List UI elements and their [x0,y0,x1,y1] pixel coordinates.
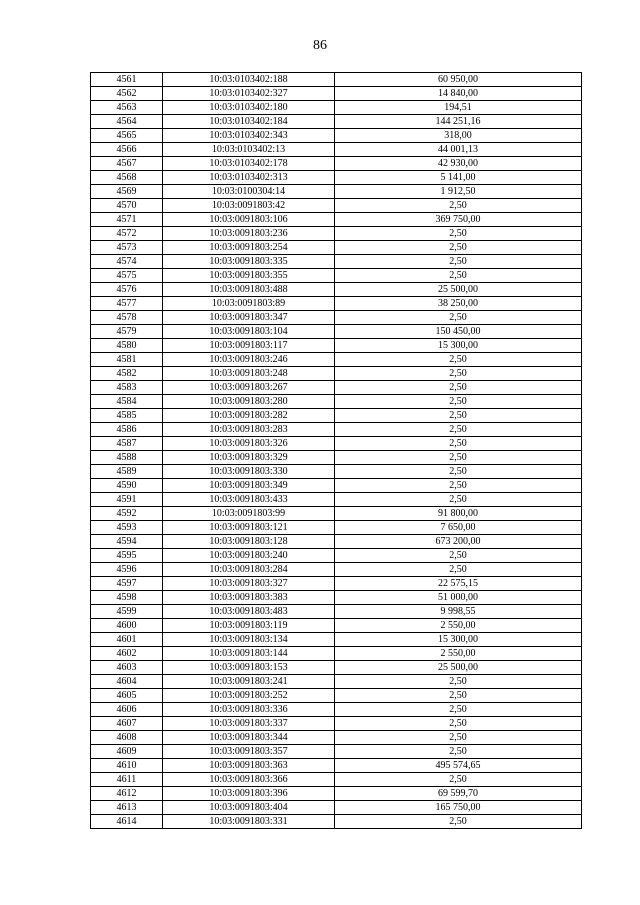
cadastral-number-cell: 10:03:0091803:104 [163,325,335,339]
cadastral-number-cell: 10:03:0091803:248 [163,367,335,381]
amount-cell: 165 750,00 [335,801,582,815]
cadastral-number-cell: 10:03:0091803:336 [163,703,335,717]
row-number-cell: 4564 [91,115,163,129]
cadastral-number-cell: 10:03:0091803:283 [163,423,335,437]
table-row [91,339,582,353]
row-number-cell: 4584 [91,395,163,409]
amount-cell: 2,50 [335,465,582,479]
cadastral-number-cell: 10:03:0091803:347 [163,311,335,325]
row-number-cell: 4596 [91,563,163,577]
amount-cell: 495 574,65 [335,759,582,773]
row-number-cell: 4571 [91,213,163,227]
row-number-cell: 4563 [91,101,163,115]
cadastral-number-cell: 10:03:0103402:180 [163,101,335,115]
table-row [91,507,582,521]
row-number-cell: 4610 [91,759,163,773]
table-row [91,73,582,87]
row-number-cell: 4612 [91,787,163,801]
cadastral-number-cell: 10:03:0091803:337 [163,717,335,731]
cadastral-number-cell: 10:03:0091803:236 [163,227,335,241]
row-number-cell: 4585 [91,409,163,423]
table-row [91,689,582,703]
amount-cell: 2,50 [335,381,582,395]
row-number-cell: 4567 [91,157,163,171]
row-number-cell: 4602 [91,647,163,661]
amount-cell: 15 300,00 [335,339,582,353]
cadastral-number-cell: 10:03:0091803:240 [163,549,335,563]
amount-cell: 2,50 [335,731,582,745]
row-number-cell: 4562 [91,87,163,101]
amount-cell: 2,50 [335,563,582,577]
amount-cell: 25 500,00 [335,661,582,675]
amount-cell: 150 450,00 [335,325,582,339]
cadastral-number-cell: 10:03:0091803:331 [163,815,335,829]
table-row [91,87,582,101]
amount-cell: 2,50 [335,675,582,689]
row-number-cell: 4581 [91,353,163,367]
cadastral-number-cell: 10:03:0091803:433 [163,493,335,507]
cadastral-number-cell: 10:03:0103402:313 [163,171,335,185]
cadastral-number-cell: 10:03:0091803:106 [163,213,335,227]
table-row [91,311,582,325]
row-number-cell: 4582 [91,367,163,381]
amount-cell: 42 930,00 [335,157,582,171]
amount-cell: 51 000,00 [335,591,582,605]
amount-cell: 2,50 [335,689,582,703]
row-number-cell: 4594 [91,535,163,549]
row-number-cell: 4569 [91,185,163,199]
amount-cell: 2,50 [335,353,582,367]
cadastral-number-cell: 10:03:0091803:267 [163,381,335,395]
row-number-cell: 4589 [91,465,163,479]
row-number-cell: 4570 [91,199,163,213]
row-number-cell: 4576 [91,283,163,297]
table-row [91,647,582,661]
cadastral-number-cell: 10:03:0091803:119 [163,619,335,633]
cadastral-number-cell: 10:03:0103402:343 [163,129,335,143]
row-number-cell: 4583 [91,381,163,395]
row-number-cell: 4606 [91,703,163,717]
table-row [91,731,582,745]
table-row [91,549,582,563]
amount-cell: 194,51 [335,101,582,115]
amount-cell: 2,50 [335,269,582,283]
row-number-cell: 4587 [91,437,163,451]
amount-cell: 2,50 [335,227,582,241]
row-number-cell: 4590 [91,479,163,493]
table-row [91,535,582,549]
row-number-cell: 4591 [91,493,163,507]
cadastral-number-cell: 10:03:0091803:483 [163,605,335,619]
table-row [91,591,582,605]
table-row [91,227,582,241]
table-row [91,703,582,717]
amount-cell: 2,50 [335,311,582,325]
cadastral-number-cell: 10:03:0091803:327 [163,577,335,591]
table-row [91,521,582,535]
amount-cell: 38 250,00 [335,297,582,311]
row-number-cell: 4604 [91,675,163,689]
cadastral-number-cell: 10:03:0091803:252 [163,689,335,703]
table-row [91,577,582,591]
amount-cell: 5 141,00 [335,171,582,185]
cadastral-number-cell: 10:03:0091803:121 [163,521,335,535]
table-row [91,171,582,185]
cadastral-number-cell: 10:03:0091803:355 [163,269,335,283]
row-number-cell: 4579 [91,325,163,339]
row-number-cell: 4565 [91,129,163,143]
registry-table-body [91,73,582,829]
amount-cell: 2,50 [335,241,582,255]
row-number-cell: 4595 [91,549,163,563]
table-row [91,815,582,829]
cadastral-number-cell: 10:03:0091803:357 [163,745,335,759]
amount-cell: 2,50 [335,773,582,787]
table-row [91,199,582,213]
table-row [91,115,582,129]
amount-cell: 2,50 [335,479,582,493]
cadastral-number-cell: 10:03:0091803:134 [163,633,335,647]
cadastral-number-cell: 10:03:0091803:241 [163,675,335,689]
row-number-cell: 4601 [91,633,163,647]
row-number-cell: 4614 [91,815,163,829]
table-row [91,283,582,297]
cadastral-number-cell: 10:03:0091803:349 [163,479,335,493]
table-row [91,619,582,633]
amount-cell: 2,50 [335,409,582,423]
cadastral-number-cell: 10:03:0091803:89 [163,297,335,311]
amount-cell: 7 650,00 [335,521,582,535]
table-row [91,773,582,787]
table-row [91,213,582,227]
row-number-cell: 4598 [91,591,163,605]
row-number-cell: 4608 [91,731,163,745]
row-number-cell: 4597 [91,577,163,591]
table-row [91,241,582,255]
row-number-cell: 4577 [91,297,163,311]
table-row [91,745,582,759]
row-number-cell: 4580 [91,339,163,353]
cadastral-number-cell: 10:03:0091803:363 [163,759,335,773]
amount-cell: 2,50 [335,199,582,213]
amount-cell: 318,00 [335,129,582,143]
cadastral-number-cell: 10:03:0091803:329 [163,451,335,465]
amount-cell: 673 200,00 [335,535,582,549]
amount-cell: 44 001,13 [335,143,582,157]
amount-cell: 369 750,00 [335,213,582,227]
row-number-cell: 4607 [91,717,163,731]
row-number-cell: 4561 [91,73,163,87]
cadastral-number-cell: 10:03:0091803:383 [163,591,335,605]
amount-cell: 22 575,15 [335,577,582,591]
cadastral-number-cell: 10:03:0091803:330 [163,465,335,479]
table-row [91,297,582,311]
amount-cell: 2,50 [335,717,582,731]
row-number-cell: 4573 [91,241,163,255]
table-row [91,367,582,381]
cadastral-number-cell: 10:03:0091803:246 [163,353,335,367]
cadastral-number-cell: 10:03:0091803:99 [163,507,335,521]
cadastral-number-cell: 10:03:0091803:144 [163,647,335,661]
table-row [91,801,582,815]
table-row [91,129,582,143]
cadastral-number-cell: 10:03:0091803:280 [163,395,335,409]
table-row [91,451,582,465]
row-number-cell: 4574 [91,255,163,269]
amount-cell: 2,50 [335,255,582,269]
row-number-cell: 4605 [91,689,163,703]
cadastral-number-cell: 10:03:0091803:326 [163,437,335,451]
amount-cell: 144 251,16 [335,115,582,129]
amount-cell: 25 500,00 [335,283,582,297]
table-row [91,479,582,493]
table-row [91,353,582,367]
table-row [91,661,582,675]
table-row [91,157,582,171]
cadastral-number-cell: 10:03:0103402:13 [163,143,335,157]
amount-cell: 2,50 [335,437,582,451]
table-row [91,717,582,731]
table-row [91,759,582,773]
table-row [91,437,582,451]
cadastral-number-cell: 10:03:0100304:14 [163,185,335,199]
table-row [91,255,582,269]
cadastral-number-cell: 10:03:0091803:128 [163,535,335,549]
amount-cell: 2,50 [335,423,582,437]
amount-cell: 2,50 [335,815,582,829]
row-number-cell: 4603 [91,661,163,675]
table-row [91,185,582,199]
amount-cell: 2,50 [335,703,582,717]
table-row [91,409,582,423]
amount-cell: 2,50 [335,493,582,507]
cadastral-number-cell: 10:03:0103402:178 [163,157,335,171]
row-number-cell: 4572 [91,227,163,241]
table-row [91,269,582,283]
table-row [91,465,582,479]
cadastral-number-cell: 10:03:0091803:335 [163,255,335,269]
row-number-cell: 4592 [91,507,163,521]
page-number: 86 [313,38,327,53]
table-row [91,563,582,577]
cadastral-number-cell: 10:03:0103402:184 [163,115,335,129]
amount-cell: 2 550,00 [335,619,582,633]
amount-cell: 2,50 [335,367,582,381]
table-row [91,633,582,647]
row-number-cell: 4611 [91,773,163,787]
row-number-cell: 4588 [91,451,163,465]
cadastral-number-cell: 10:03:0091803:153 [163,661,335,675]
row-number-cell: 4599 [91,605,163,619]
amount-cell: 2,50 [335,451,582,465]
cadastral-number-cell: 10:03:0091803:488 [163,283,335,297]
row-number-cell: 4600 [91,619,163,633]
amount-cell: 1 912,50 [335,185,582,199]
row-number-cell: 4568 [91,171,163,185]
cadastral-number-cell: 10:03:0091803:42 [163,199,335,213]
amount-cell: 14 840,00 [335,87,582,101]
cadastral-number-cell: 10:03:0091803:117 [163,339,335,353]
table-row [91,423,582,437]
table-row [91,101,582,115]
table-row [91,605,582,619]
amount-cell: 9 998,55 [335,605,582,619]
table-row [91,143,582,157]
table-row [91,395,582,409]
cadastral-number-cell: 10:03:0091803:396 [163,787,335,801]
amount-cell: 2 550,00 [335,647,582,661]
cadastral-number-cell: 10:03:0091803:284 [163,563,335,577]
row-number-cell: 4593 [91,521,163,535]
table-row [91,381,582,395]
amount-cell: 2,50 [335,395,582,409]
cadastral-number-cell: 10:03:0091803:254 [163,241,335,255]
cadastral-number-cell: 10:03:0091803:282 [163,409,335,423]
row-number-cell: 4609 [91,745,163,759]
table-row [91,675,582,689]
amount-cell: 15 300,00 [335,633,582,647]
cadastral-number-cell: 10:03:0091803:404 [163,801,335,815]
cadastral-number-cell: 10:03:0091803:366 [163,773,335,787]
registry-table [90,72,582,829]
amount-cell: 2,50 [335,745,582,759]
table-row [91,787,582,801]
row-number-cell: 4575 [91,269,163,283]
row-number-cell: 4613 [91,801,163,815]
row-number-cell: 4566 [91,143,163,157]
table-row [91,325,582,339]
cadastral-number-cell: 10:03:0091803:344 [163,731,335,745]
table-row [91,493,582,507]
row-number-cell: 4578 [91,311,163,325]
row-number-cell: 4586 [91,423,163,437]
amount-cell: 69 599,70 [335,787,582,801]
cadastral-number-cell: 10:03:0103402:188 [163,73,335,87]
cadastral-number-cell: 10:03:0103402:327 [163,87,335,101]
amount-cell: 2,50 [335,549,582,563]
amount-cell: 91 800,00 [335,507,582,521]
amount-cell: 60 950,00 [335,73,582,87]
